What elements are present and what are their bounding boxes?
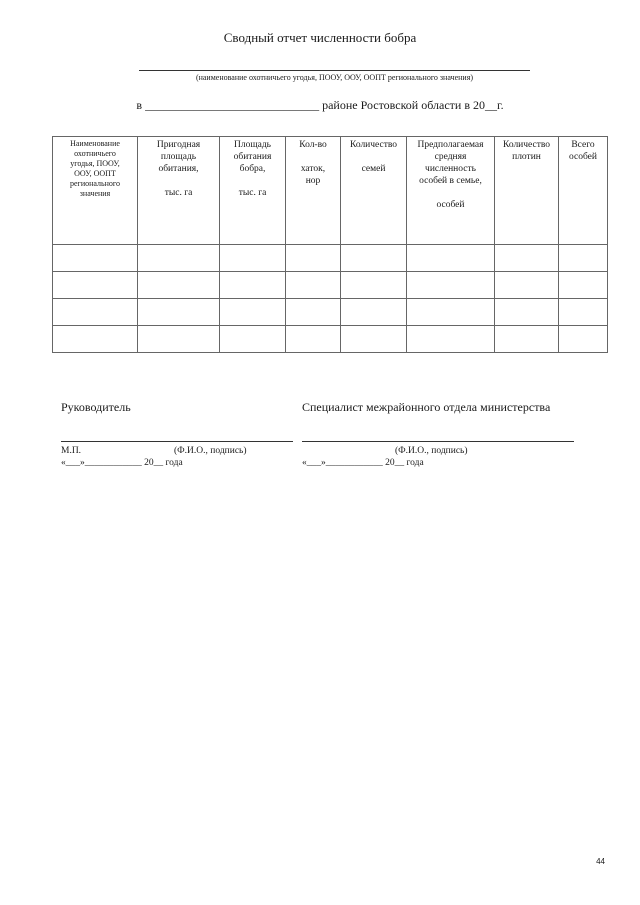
table-cell[interactable] xyxy=(407,326,495,353)
table-cell[interactable] xyxy=(138,245,220,272)
page-number: 44 xyxy=(596,857,605,866)
table-cell[interactable] xyxy=(286,326,341,353)
table-cell[interactable] xyxy=(53,245,138,272)
table-cell[interactable] xyxy=(559,272,608,299)
table-cell[interactable] xyxy=(495,245,559,272)
specialist-signature-title: Специалист межрайонного отдела министерства xyxy=(302,400,551,414)
table-cell[interactable] xyxy=(407,299,495,326)
header-cell-families-count: Количество семей xyxy=(341,137,407,245)
table-cell[interactable] xyxy=(341,272,407,299)
table-cell[interactable] xyxy=(138,326,220,353)
table-cell[interactable] xyxy=(341,299,407,326)
table-cell[interactable] xyxy=(138,299,220,326)
table-row xyxy=(53,326,608,353)
table-cell[interactable] xyxy=(220,245,286,272)
manager-signature-title: Руководитель xyxy=(61,400,131,414)
header-cell-suitable-area: Пригодная площадь обитания, тыс. га xyxy=(138,137,220,245)
table-cell[interactable] xyxy=(138,272,220,299)
header-cell-hunting-ground: Наименование охотничьего угодья, ПООУ, ООУ, ООПТ регионального значения xyxy=(53,137,138,245)
table-cell[interactable] xyxy=(341,326,407,353)
table-cell[interactable] xyxy=(220,299,286,326)
manager-name-caption: (Ф.И.О., подпись) xyxy=(174,446,247,456)
document-title: Сводный отчет численности бобра xyxy=(223,30,417,45)
table-cell[interactable] xyxy=(286,272,341,299)
specialist-name-caption: (Ф.И.О., подпись) xyxy=(395,446,468,456)
specialist-signature-line xyxy=(302,441,574,442)
table-cell[interactable] xyxy=(220,326,286,353)
table-cell[interactable] xyxy=(341,245,407,272)
table-cell[interactable] xyxy=(559,245,608,272)
district-line: в _____________________________ районе Ростовской области в 20__г. xyxy=(136,98,504,112)
report-table xyxy=(52,136,608,353)
table-row xyxy=(53,245,608,272)
table-cell[interactable] xyxy=(495,299,559,326)
table-cell[interactable] xyxy=(495,272,559,299)
manager-date-field: «___»____________ 20__ года xyxy=(61,458,183,468)
table-cell[interactable] xyxy=(220,272,286,299)
table-cell[interactable] xyxy=(53,272,138,299)
header-cell-beaver-area: Площадь обитания бобра, тыс. га xyxy=(220,137,286,245)
header-cell-dams-count: Количество плотин xyxy=(495,137,559,245)
table-row xyxy=(53,272,608,299)
header-cell-lodges-count: Кол-во хаток, нор xyxy=(286,137,341,245)
organization-name-line xyxy=(139,70,530,71)
table-cell[interactable] xyxy=(53,299,138,326)
table-cell[interactable] xyxy=(286,299,341,326)
table-header-row xyxy=(53,137,608,245)
table-cell[interactable] xyxy=(559,299,608,326)
table-cell[interactable] xyxy=(286,245,341,272)
table-cell[interactable] xyxy=(53,326,138,353)
table-cell[interactable] xyxy=(559,326,608,353)
specialist-date-field: «___»____________ 20__ года xyxy=(302,458,424,468)
table-cell[interactable] xyxy=(407,245,495,272)
table-cell[interactable] xyxy=(407,272,495,299)
header-cell-total: Всего особей xyxy=(559,137,608,245)
organization-name-caption: (наименование охотничьего угодья, ПООУ, ООУ, ООПТ регионального значения) xyxy=(195,73,474,82)
manager-signature-line xyxy=(61,441,293,442)
table-row xyxy=(53,299,608,326)
table-cell[interactable] xyxy=(495,326,559,353)
header-cell-family-size: Предполагаемая средняя численность особей в семье, особей xyxy=(407,137,495,245)
stamp-label: М.П. xyxy=(61,446,82,456)
